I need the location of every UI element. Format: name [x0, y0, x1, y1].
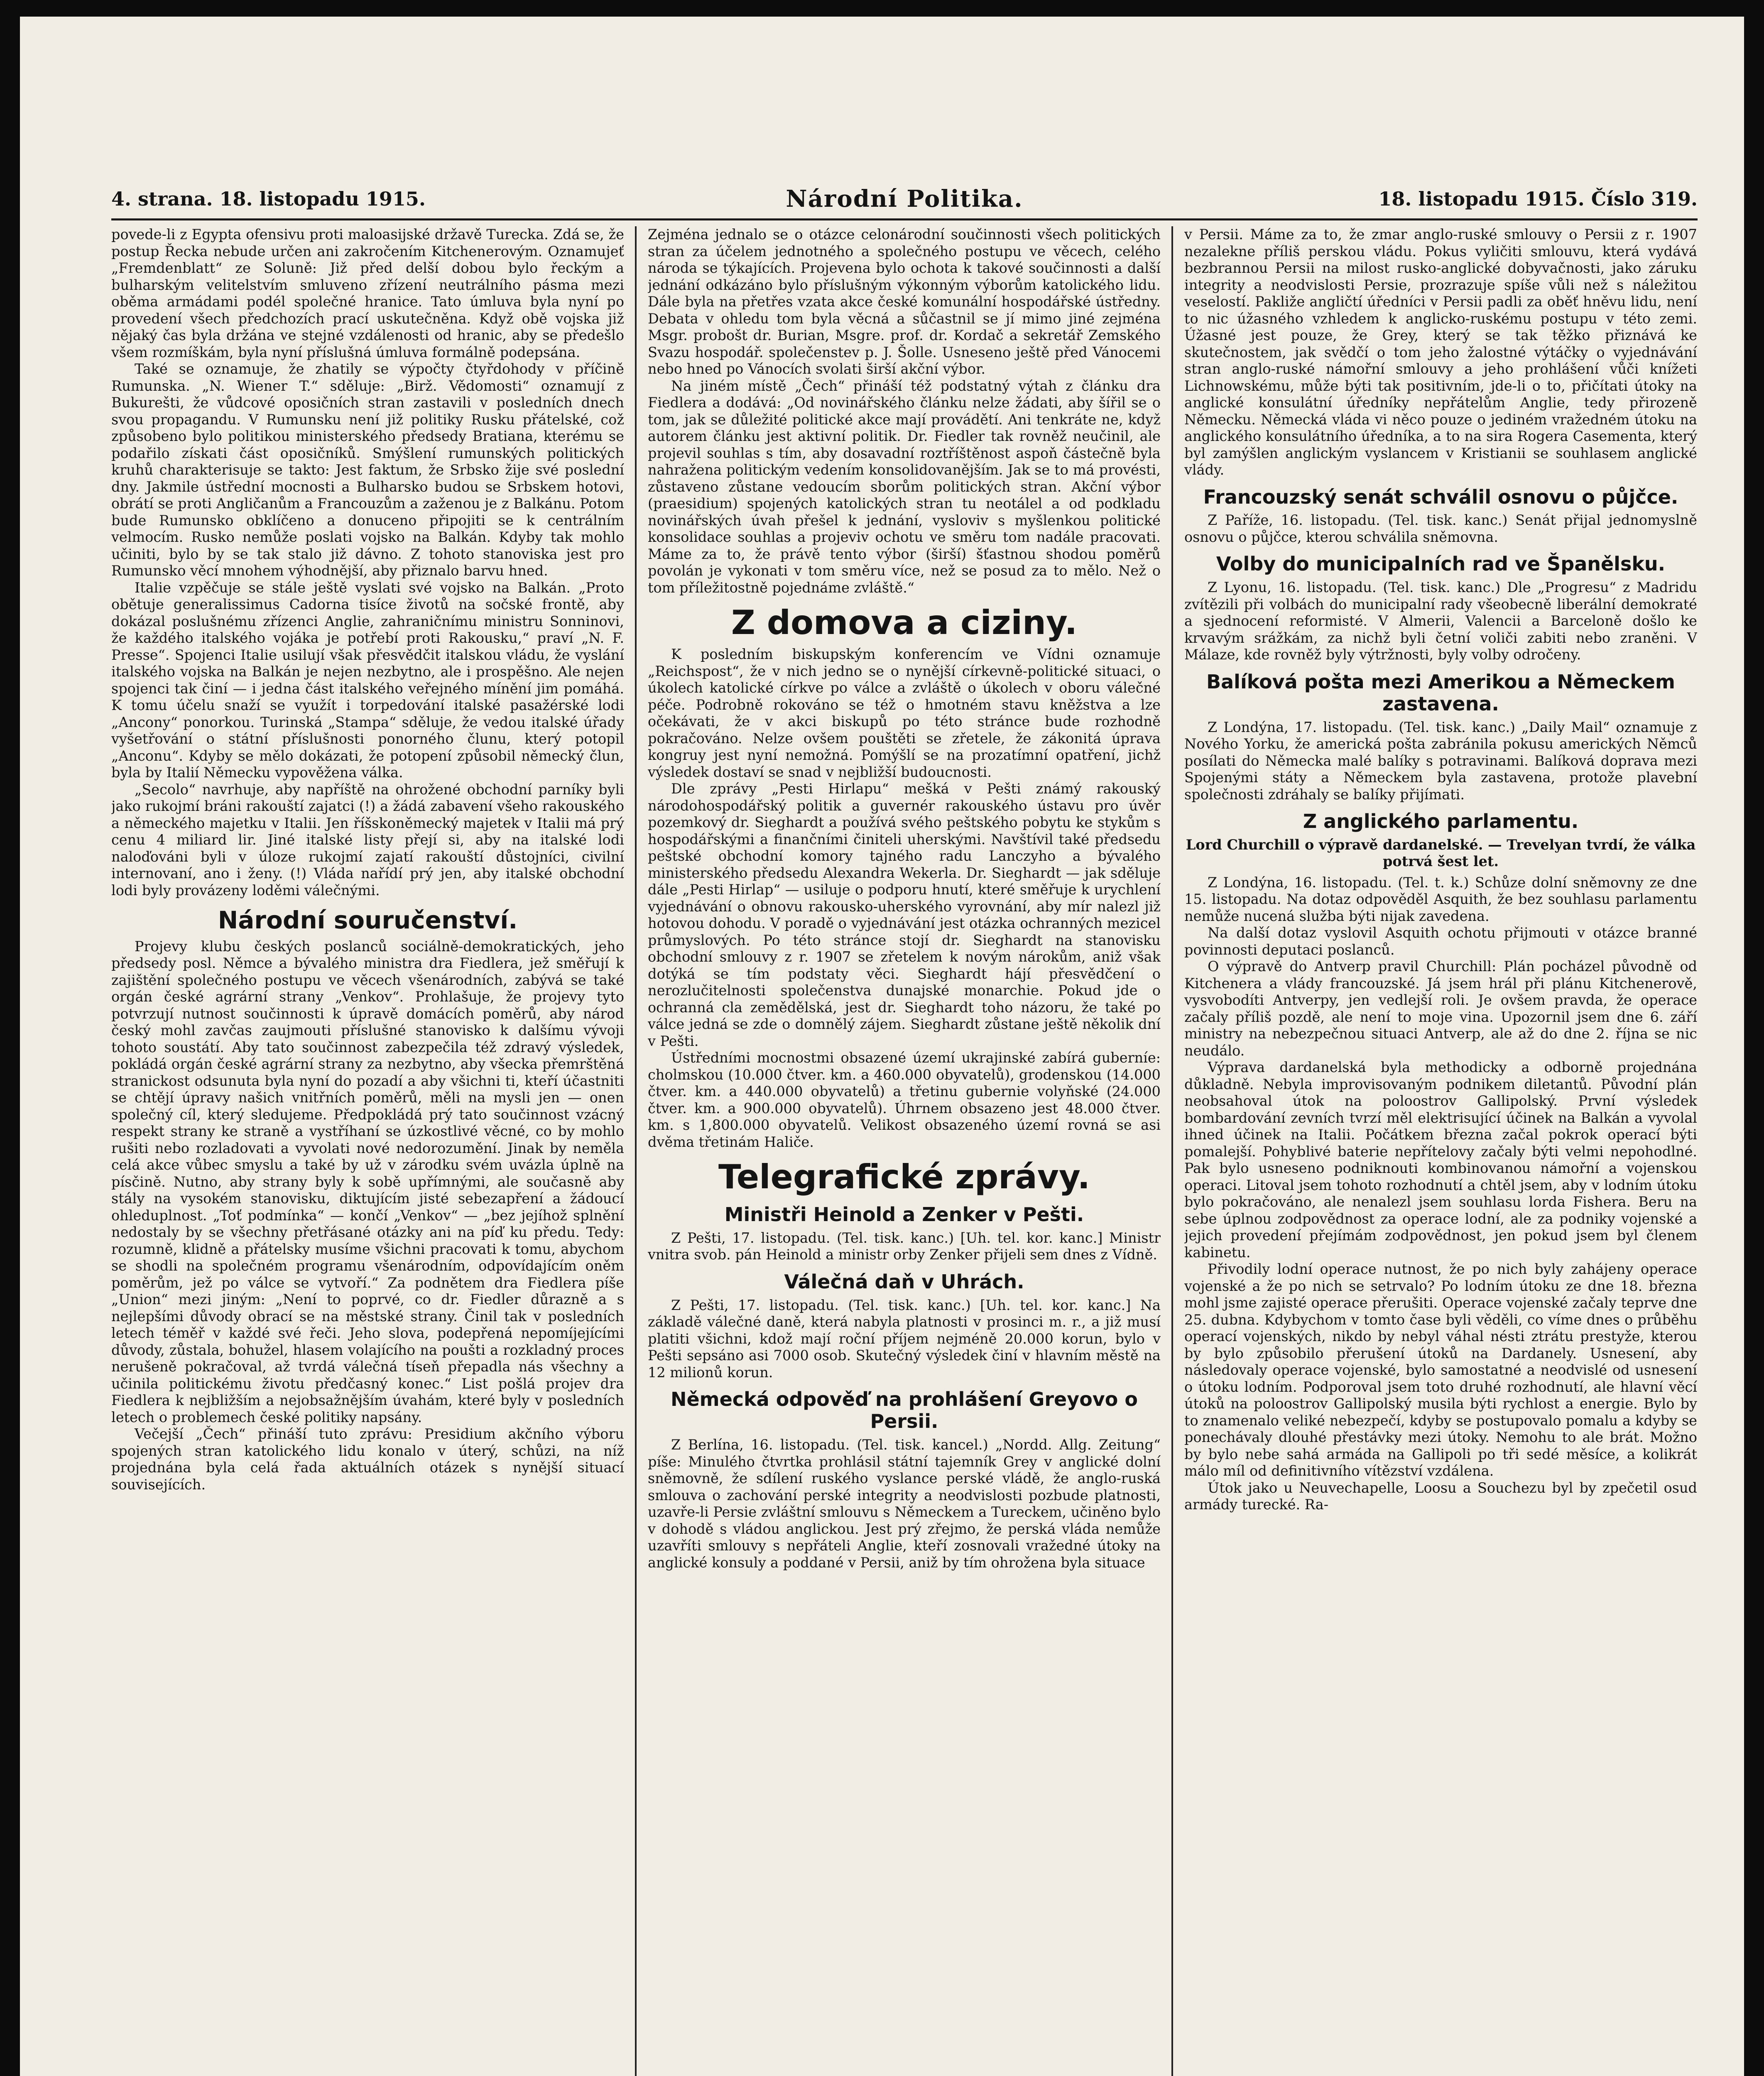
header-rule	[111, 218, 1698, 220]
page-header	[111, 185, 1698, 213]
article-paragraph: O výpravě do Antverp pravil Churchill: Plán pocházel původně od Kitchenera a vlády francouzské. Já jsem hrál při plánu Kitchenerově, vysvobodíti Antverpy, jen vedlejší roli. Je ovšem pravda, že operace začaly příliš pozdě, ale není to moje vina. Upozornil jsem dne 6. září ministry na nebezpečnou situaci Antverp, ale až do dne 2. října se nic neudálo.	[1184, 958, 1697, 1059]
article-paragraph: Také se oznamuje, že zhatily se výpočty čtyřdohody v příčině Rumunska. „N. Wiener T.“ sděluje: „Birž. Vědomosti“ oznamují z Bukurešti, že vůdcové oposičních stran zastavili v posledních dnech svou propagandu. V Rumunsku není již politiky Rusku přátelské, což způsobeno bylo politikou ministerského předsedy Bratiana, kterému se podařilo získati část oposičníků. Smýšlení rumunských politických kruhů charakterisuje se takto: Jest faktum, že Srbsko žije své poslední dny. Jakmile ústřední mocnosti a Bulharsko budou se Srbskem hotovi, obrátí se proti Angličanům a Francouzům a zaženou je z Balkánu. Potom bude Rumunsko obklíčeno a donuceno připojiti se k centrálním velmocím. Rusko nemůže poslati vojsko na Balkán. Kdyby tak mohlo učiniti, bylo by se tak stalo již dávno. Z tohoto stanoviska jest pro Rumunsko věcí mnohem výhodnější, aby přiznalo barvu hned.	[111, 361, 624, 579]
article-paragraph: Útok jako u Neuvechapelle, Loosu a Souchezu byl by zpečetil osud armády turecké. Ra-	[1184, 1479, 1697, 1513]
newspaper-page	[20, 17, 1744, 2076]
article-heading: Volby do municipalních rad ve Španělsku.	[1216, 553, 1666, 575]
article-heading: Německá odpověď na prohlášení Greyovo o Persii.	[670, 1388, 1138, 1433]
article-paragraph: Výprava dardanelská byla methodicky a odborně projednána důkladně. Nebyla improvisovaným podnikem diletantů. Původní plán neobsahoval útok na poloostrov Gallipolský. První výsledek bombardování zevních tvrzí měl elektrisující účinek na Balkán a vyvolal ihned účinek na Italii. Počátkem března začal pokrok operací býti pomalejší. Pohyblivé baterie nepřítelovy začaly býti velmi nepohodlné. Pak bylo usneseno podniknouti kombinovanou námořní a vojenskou operaci. Litoval jsem tohoto rozhodnutí a chtěl jsem, aby v lodním útoku bylo pokračováno, ale nenalezl jsem souhlasu lorda Fishera. Beru na sebe úplnou zodpovědnost za operace lodní, ale za podniky vojenské a jejich provedení přejímám zodpovědnost, jen pokud jsem byl členem kabinetu.	[1184, 1059, 1697, 1261]
article-paragraph: Z Lyonu, 16. listopadu. (Tel. tisk. kanc.) Dle „Progresu“ z Madridu zvítězili při volbách do municipalní rady všeobecně liberální demokraté a sjednocení reformisté. V Almerii, Valencii a Barceloně došlo ke krvavým srážkám, za nichž byli četní voliči zabiti nebo zraněni. V Málaze, kde rovněž byly výtržnosti, byly volby odročeny.	[1184, 579, 1697, 663]
article-paragraph: Z Londýna, 17. listopadu. (Tel. tisk. kanc.) „Daily Mail“ oznamuje z Nového Yorku, že americká pošta zabránila pokusu amerických Němců posílati do Německa malé balíky s potravinami. Balíková doprava mezi Spojenými státy a Německem byla zastavena, protože plavební společnosti zdráhaly se balíky přijímati.	[1184, 719, 1697, 803]
article-heading: Balíková pošta mezi Amerikou a Německem zastavena.	[1206, 670, 1675, 715]
article-paragraph: Na další dotaz vyslovil Asquith ochotu přijmouti v otázce branné povinnosti deputaci poslanců.	[1184, 925, 1697, 958]
article-paragraph: Na jiném místě „Čech“ přináší též podstatný výtah z článku dra Fiedlera a dodává: „Od novinářského článku nelze žádati, aby šířil se o tom, jak se důležité politické akce mají provádětí. Ani tenkráte ne, když autorem článku jest aktivní politik. Dr. Fiedler tak rovněž neučinil, ale projevil souhlas s tím, aby dosavadní roztříštěnost aspoň částečně byla nahražena politickým vedením konsolidovanějším. Jak se to má provésti, zůstaveno zůstane vedoucím sborům politických stran. Akční výbor (praesidium) spojených katolických stran tu neotálel a od podkladu novinářských úvah přešel k jednání, vysloviv s myšlenkou politické konsolidace souhlas a projeviv ochotu ve směru tom nadále pracovati. Máme za to, že právě tento výbor (širší) šťastnou shodou poměrů povolán je vykonati v tom směru více, než se posud za to mělo. Než o tom příležitostně pojednáme zvláště.“	[648, 377, 1161, 596]
header-page-date: 4. strana. 18. listopadu 1915.	[111, 188, 426, 210]
article-paragraph: „Secolo“ navrhuje, aby napříště na ohrožené obchodní parníky byli jako rukojmí bráni rakouští zajatci (!) a žádá zabavení všeho rakouského a německého majetku v Italii. Jen říšskoněmecký majetek v Italii má prý cenu 4 miliard lir. Jiné italské listy přejí si, aby na italské lodi naloďováni byli v úloze rukojmí zajatí rakouští důstojníci, civilní internovaní, ano i ženy. (!) Vláda nařídí prý jen, aby italské obchodní lodi byly provázeny loděmi válečnými.	[111, 781, 624, 898]
article-paragraph: Dle zprávy „Pesti Hirlapu“ mešká v Pešti známý rakouský národohospodářský politik a guvernér rakouského ústavu pro úvěr pozemkový dr. Sieghardt a používá svého peštského pobytu ke stykům s hospodářskými a finančními činiteli uherskými. Navštívil také předsedu peštské obchodní komory tajného radu Lanczyho a bývalého ministerského předsedu Alexandra Wekerla. Dr. Sieghardt — jak sděluje dále „Pesti Hirlap“ — usiluje o podporu hnutí, které směřuje k urychlení vyjednávání o obnovu rakousko-uherského vyrovnání, aby mír nalezl již hotovou dohodu. V poradě o vyjednávání jest otázka ochranných mezicel průmyslových. Po této stránce stojí dr. Sieghardt na stanovisku obchodní smlouvy z r. 1907 se zřetelem k novým nárokům, aniž však dotýká se tím podstaty věci. Sieghardt hájí přesvědčení o nerozlučitelnosti společenstva dunajské monarchie. Pokud jde o ochranná cla zemědělská, jest dr. Sieghardt toho názoru, že také po válce jedná se zde o domnělý zájem. Sieghardt zůstane ještě několik dní v Pešti.	[648, 781, 1161, 1049]
header-issue-number: 18. listopadu 1915. Číslo 319.	[1378, 188, 1698, 210]
article-paragraph: Z Londýna, 16. listopadu. (Tel. t. k.) Schůze dolní sněmovny ze dne 15. listopadu. Na dotaz odpověděl Asquith, že bez souhlasu parlamentu nemůže nucená služba býti nijak zavedena.	[1184, 874, 1697, 924]
column-2	[648, 226, 1161, 2076]
article-paragraph: Italie vzpěčuje se stále ještě vyslati své vojsko na Balkán. „Proto obětuje generalissimus Cadorna tisíce životů na sočské frontě, aby dokázal poslušnému zřízenci Anglie, zahraničnímu ministru Sonninovi, že každého italského vojáka je potřebí proti Rakousku,“ praví „N. F. Presse“. Spojenci Italie usilují však přesvědčit italskou vládu, že vyslání italského vojska na Balkán je nejen nezbytno, ale i prospěšno. Ale nejen spojenci tak činí — i jedna část italského veřejného mínění jim pomáhá. K tomu účelu snaží se využít i torpedování italské pasažérské lodi „Ancony“ ponorkou. Turinská „Stampa“ sděluje, že vedou italské úřady vyšetřování o státní příslušnosti ponorného člunu, který potopil „Anconu“. Kdyby se mělo dokázati, že potopení způsobil německý člun, byla by Italií Německu vypověžena válka.	[111, 579, 624, 781]
article-paragraph: Večejší „Čech“ přináší tuto zprávu: Presidium akčního výboru spojených stran katolického lidu konalo v úterý, schůzi, na níž projednána byla celá řada aktuálních otázek s nynější situací souvisejících.	[111, 1426, 624, 1493]
section-heading: Národní souručenství.	[218, 906, 518, 934]
article-heading: Z anglického parlamentu.	[1303, 810, 1579, 833]
column-3	[1184, 226, 1697, 2076]
article-paragraph: v Persii. Máme za to, že zmar anglo-ruské smlouvy o Persii z r. 1907 nezalekne příliš perskou vládu. Pokus vyličiti smlouvu, která vydává bezbrannou Persii na milost rusko-anglické dobyvačnosti, jako záruku integrity a neodvislosti Persie, prozrazuje spíše vůli než s náležitou veselostí. Pakliže angličtí úředníci v Persii padli za oběť hněvu lidu, není to nic úžasného vzhledem k anglicko-ruskému postupu v této zemi. Úžasné jest pouze, že Grey, který se tak těžko přiznává ke skutečnostem, jak svědčí o tom jeho žalostné výtáčky o vyjednávání stran anglo-ruské námořní smlouvy a jeho prohlášení vůči knížeti Lichnowskému, může býti tak positivním, jde-li o to, přičítati útoky na anglické konsulátní úředníky nepřátelům Anglie, tedy přirozeně Německu. Německá vláda vi něco pouze o jediném vražedném útoku na anglického konsulátního úředníka, a to na sira Rogera Casementa, který byl zamýšlen anglickým vyslancem v Kristianii se souhlasem anglické vlády.	[1184, 226, 1697, 478]
article-heading: Francouzský senát schválil osnovu o půjčce.	[1203, 485, 1678, 508]
article-paragraph: Z Paříže, 16. listopadu. (Tel. tisk. kanc.) Senát přijal jednomyslně osnovu o půjčce, kterou schválila sněmovna.	[1184, 512, 1697, 545]
article-paragraph: Zejména jednalo se o otázce celonárodní součinnosti všech politických stran za účelem jednotného a společného postupu ve věcech, celého národa se týkajících. Projevena bylo ochota k takové součinnosti a další jednání odkázáno bylo příslušným výkonným výborům katolického lidu. Dále byla na přetřes vzata akce české komunální hospodářské ústředny. Debata v ohledu tom byla věcná a sůčastnil se jí mimo jiné zejména Msgr. probošt dr. Burian, Msgre. prof. dr. Kordač a sekretář Zemského Svazu hospodář. společenstev p. J. Šolle. Usneseno ještě před Vánocemi nebo hned po Vánocích svolati širší akční výbor.	[648, 226, 1161, 377]
article-paragraph: Projevy klubu českých poslanců sociálně-demokratických, jeho předsedy posl. Němce a bývalého ministra dra Fiedlera, jež směřují k zajištění společného postupu ve věcech všenárodních, zabývá se také orgán české agrární strany „Venkov“. Prohlašuje, že projevy tyto potvrzují nutnost součinnosti k úpravě domácích poměrů, aby národ český mohl zavčas zaujmouti příslušné stanovisko k dalšímu vývoji tohoto soustátí. Aby tato součinnost zabezpečila též zdravý výsledek, pokládá orgán české agrární strany za nezbytno, aby všecka přemrštěná stranickost odsunuta byla nyní do pozadí a aby všichni ti, kteří účastniti se chtějí úpravy našich vnitřních poměrů, měli na mysli jen — onen společný cíl, který sledujeme. Předpokládá prý tato součinnost vzácný respekt strany ke straně a vystříhaní se úzkostlivé věcné, co by mohlo rušiti nebo rozladovati a vyvolati nové nedorozumění. Jinak by neměla celá akce vůbec smyslu a také by už v zárodku svém uvázla úplně na písčině. Nutno, aby strany byly k sobě upřímnými, ale současně aby stály na vysokém stanovisku, diktujícím jisté sebezapření a žádoucí ohleduplnost. „Toť podmínka“ — končí „Venkov“ — „bez jejíhož splnění nedostaly by se všechny přetřásané otázky ani na píď ku předu. Tedy: rozumně, klidně a přátelsky musíme všichni pracovati k tomu, abychom se shodli na společném programu všenárodním, odpovídajícím oněm poměrům, jež po válce se vytvoří.“ Za podnětem dra Fiedlera píše „Union“ mezi jiným: „Není to poprvé, co dr. Fiedler důrazně a s nejlepšími důvody obrací se na městské strany. Činil tak v posledních letech téměř v každé své řeči. Jeho slova, podepřená nepomíjejícími důvody, zůstala, bohužel, hlasem volajícího na poušti a rozkladný proces nerušeně pokračoval, až tvrdá válečná tíseň přepadla nás všechny a učinila politickému životu předčasný konec.“ List pošlá projev dra Fiedlera k nejbližším a nejobsažnějším úvahám, které byly v posledních letech o problemech české politiky napsány.	[111, 938, 624, 1425]
article-paragraph: Z Pešti, 17. listopadu. (Tel. tisk. kanc.) [Uh. tel. kor. kanc.] Ministr vnitra svob. pán Heinold a ministr orby Zenker přijeli sem dnes z Vídně.	[648, 1229, 1161, 1263]
masthead-title: Národní Politika.	[786, 185, 1023, 213]
article-heading: Ministři Heinold a Zenker v Pešti.	[724, 1203, 1084, 1226]
article-paragraph: Z Berlína, 16. listopadu. (Tel. tisk. kancel.) „Nordd. Allg. Zeitung“ píše: Minulého čtvrtka prohlásil státní tajemník Grey v anglické dolní sněmovně, že sdílení ruského vyslance perské vládě, že anglo-ruská smlouva o zachování perské integrity a neodvislosti pozbude platnosti, uzavře-li Persie zvláštní smlouvu s Německem a Tureckem, učiněno bylo v dohodě s vládou anglickou. Jest prý zřejmo, že perská vláda nemůže uzavříti smlouvy s nepřáteli Anglie, kteří zosnovali vražedné útoky na anglické konsuly a poddané v Persii, aniž by tím ohrožena byla situace	[648, 1437, 1161, 1571]
column-rule-1	[635, 226, 637, 2076]
article-paragraph: Z Pešti, 17. listopadu. (Tel. tisk. kanc.) [Uh. tel. kor. kanc.] Na základě válečné daně, která nabyla platnosti v prosinci m. r., a již musí platiti všichni, kdož mají roční příjem nejméně 20.000 korun, bylo v Pešti sepsáno asi 7000 osob. Skutečný výsledek činí v hlavním městě na 12 milionů korun.	[648, 1297, 1161, 1381]
article-paragraph: Přivodily lodní operace nutnost, že po nich byly zahájeny operace vojenské a že po nich se setrvalo? Po lodním útoku ze dne 18. března mohl jsme zajisté operace přerušiti. Operace vojenské začaly teprve dne 25. dubna. Kdybychom v tomto čase byli věděli, co víme dnes o průběhu operací vojenských, nikdo by nebyl váhal nésti ztrátu prestyže, kterou by bylo způsobilo přerušení útoků na Dardanely. Usnesení, aby následovaly operace vojenské, bylo samostatné a neodvislé od usnesení o útoku lodním. Podporoval jsem toto druhé rozhodnutí, ale hlavní věcí útoků na poloostrov Gallipolský musila býti rychlost a energie. Bylo by to znamenalo veliké nebezpečí, kdyby se postupovalo pomalu a kdyby se ponechávaly dlouhé přestávky mezi útoky. Nemohu to ale brát. Možno by bylo nebe sahá armáda na Gallipoli po tři sedé měsíce, a kolikrát málo míl od definitivního vítězství vzdálena.	[1184, 1261, 1697, 1479]
article-subheading: Lord Churchill o výpravě dardanelské. — Trevelyan tvrdí, že válka potrvá šest let.	[1186, 836, 1696, 870]
section-heading: Z domova a ciziny.	[731, 603, 1078, 642]
column-rule-2	[1171, 226, 1173, 2076]
article-paragraph: povede-li z Egypta ofensivu proti maloasijské državě Turecka. Zdá se, že postup Řecka nebude určen ani zakročením Kitchenerovým. Oznamujeť „Fremdenblatt“ ze Soluně: Již před delší dobou bylo řeckým a bulharským velitelstvím smluveno zřízení neutrálního pásma mezi oběma armádami podél společné hranice. Tato úmluva byla nyní po provedení všech předchozích prací uskutečněna. Když obě vojska již nějaký čas byla držána ve stejné vzdálenosti od hranic, aby se předešlo všem rozmíškám, byla nyní příslušná úmluva formálně podepsána.	[111, 226, 624, 360]
section-heading: Telegrafické zprávy.	[718, 1158, 1090, 1196]
article-paragraph: K posledním biskupským konferencím ve Vídni oznamuje „Reichspost“, že v nich jedno se o nynější církevně-politické situaci, o úkolech katolické církve po válce a zvláště o úkolech v oboru válečné péče. Podrobně rokováno se též o hmotném stavu kněžstva a lze očekávati, že v akci biskupů po této stránce bude rozhodně pokračováno. Nelze ovšem pouštěti se zřetele, že zákonitá úprava kongruy jest nyní nemožná. Pomýšlí se na prozatímní opatření, jichž výsledek dostaví se snad v nejbližší budoucnosti.	[648, 646, 1161, 780]
column-1	[111, 226, 624, 2076]
article-heading: Válečná daň v Uhrách.	[784, 1270, 1024, 1293]
article-paragraph: Ústředními mocnostmi obsazené území ukrajinské zabírá guberníe: cholmskou (10.000 čtver. km. a 460.000 obyvatelů), grodenskou (14.000 čtver. km. a 440.000 obyvatelů) a třetinu gubernie volyňské (24.000 čtver. km. a 900.000 obyvatelů). Úhrnem obsazeno jest 48.000 čtver. km. s 1,800.000 obyvatelů. Velikost obsazeného území rovná se asi dvěma třetinám Haliče.	[648, 1050, 1161, 1150]
